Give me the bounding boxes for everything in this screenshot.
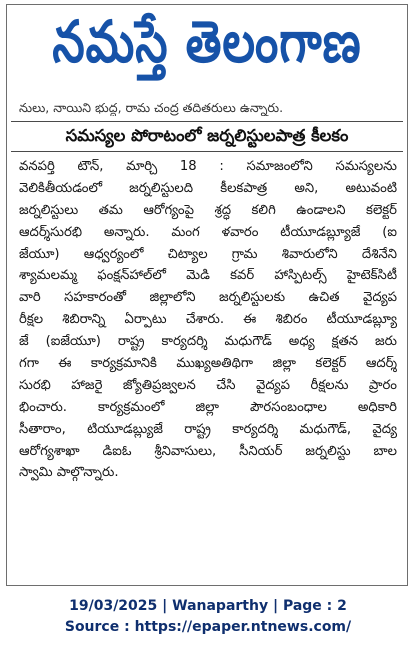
article-line: సురభి హాజరై జ్యోతిప్రజ్వలన చేసి వైద్యప రీక్షలను ప్రారం (19, 377, 397, 393)
masthead (7, 5, 407, 93)
article-line: భించారు. కార్యక్రమంలో జిల్లా పౌరసంబంధాల అధికారి (19, 399, 397, 415)
article-body (19, 156, 397, 484)
footer-source-link[interactable]: Source : https://epaper.ntnews.com/ (64, 619, 352, 635)
previous-article-tail: నులు, నాయిని భుద్ద, రామ చంద్ర తదితరులు ఉన్నారు. (19, 100, 284, 115)
article-line: జర్నలిస్టులు తమ ఆరోగ్యంపై శ్రద్ధ కలిగి ఉండాలని కలెక్టర్ (19, 202, 397, 218)
article-line: వెలికితీయడంలో జర్నలిస్టులది కీలకపాత్ర అని, అటువంటి (19, 180, 397, 196)
masthead-title: నమస్తే తెలంగాణ (52, 7, 362, 76)
article-line: సీతారాం, టియూడబ్ల్యుజే రాష్ట్ర కార్యదర్శి మధుగౌడ్, వైద్య (19, 421, 397, 437)
article-line: స్వామి పాల్గొన్నారు. (19, 465, 119, 481)
headline-bottom-rule (11, 151, 403, 152)
headline-top-rule (11, 121, 403, 122)
article-line: జే (ఐజేయూ) రాష్ట్ర కార్యదర్శి మధుగౌడ్ అధ్య క్షతన జరు (19, 334, 397, 350)
footer-date-edition-page: 19/03/2025 | Wanaparthy | Page : 2 (69, 598, 347, 614)
newspaper-clipping (6, 4, 408, 586)
article-line: ఆరోగ్యశాఖా డిఐఓ శ్రీనివాసులు, సీనియర్ జర్నలిస్టు బాల (19, 443, 397, 459)
article-line: రీక్షల శిబిరాన్ని ఏర్పాటు చేశారు. ఈ శిబిరం టీయూడబ్ల్యూ (19, 312, 397, 328)
article-line: శ్యామలమ్మ ఫంక్షన్‌హాల్‌లో మెడి కవర్ హాస్పిటల్స్ హైటెక్‌సిటీ (19, 268, 397, 284)
article-headline: సమస్యల పోరాటంలో జర్నలిస్టులపాత్ర కీలకం (65, 126, 349, 145)
article-line: గగా ఈ కార్యక్రమానికి ముఖ్యఅతిథిగా జిల్లా కలెక్టర్ ఆదర్శ్ (19, 356, 397, 372)
article-line: వారి సహకారంతో జిల్లాలోని జర్నలిస్టులకు ఉచిత వైద్యప (19, 290, 397, 306)
article-line: జేయూ) ఆధ్వర్యంలో చిట్యాల గ్రామ శివారులోని దేశినేని (19, 246, 397, 262)
article-line: ఆదర్శ్‌సురభి అన్నారు. మంగ ళవారం టీయూడబ్ల్యూజే (ఐ (19, 224, 397, 240)
article-line: వనపర్తి టౌన్, మార్చి 18 : సమాజంలోని సమస్యలను (19, 159, 397, 174)
